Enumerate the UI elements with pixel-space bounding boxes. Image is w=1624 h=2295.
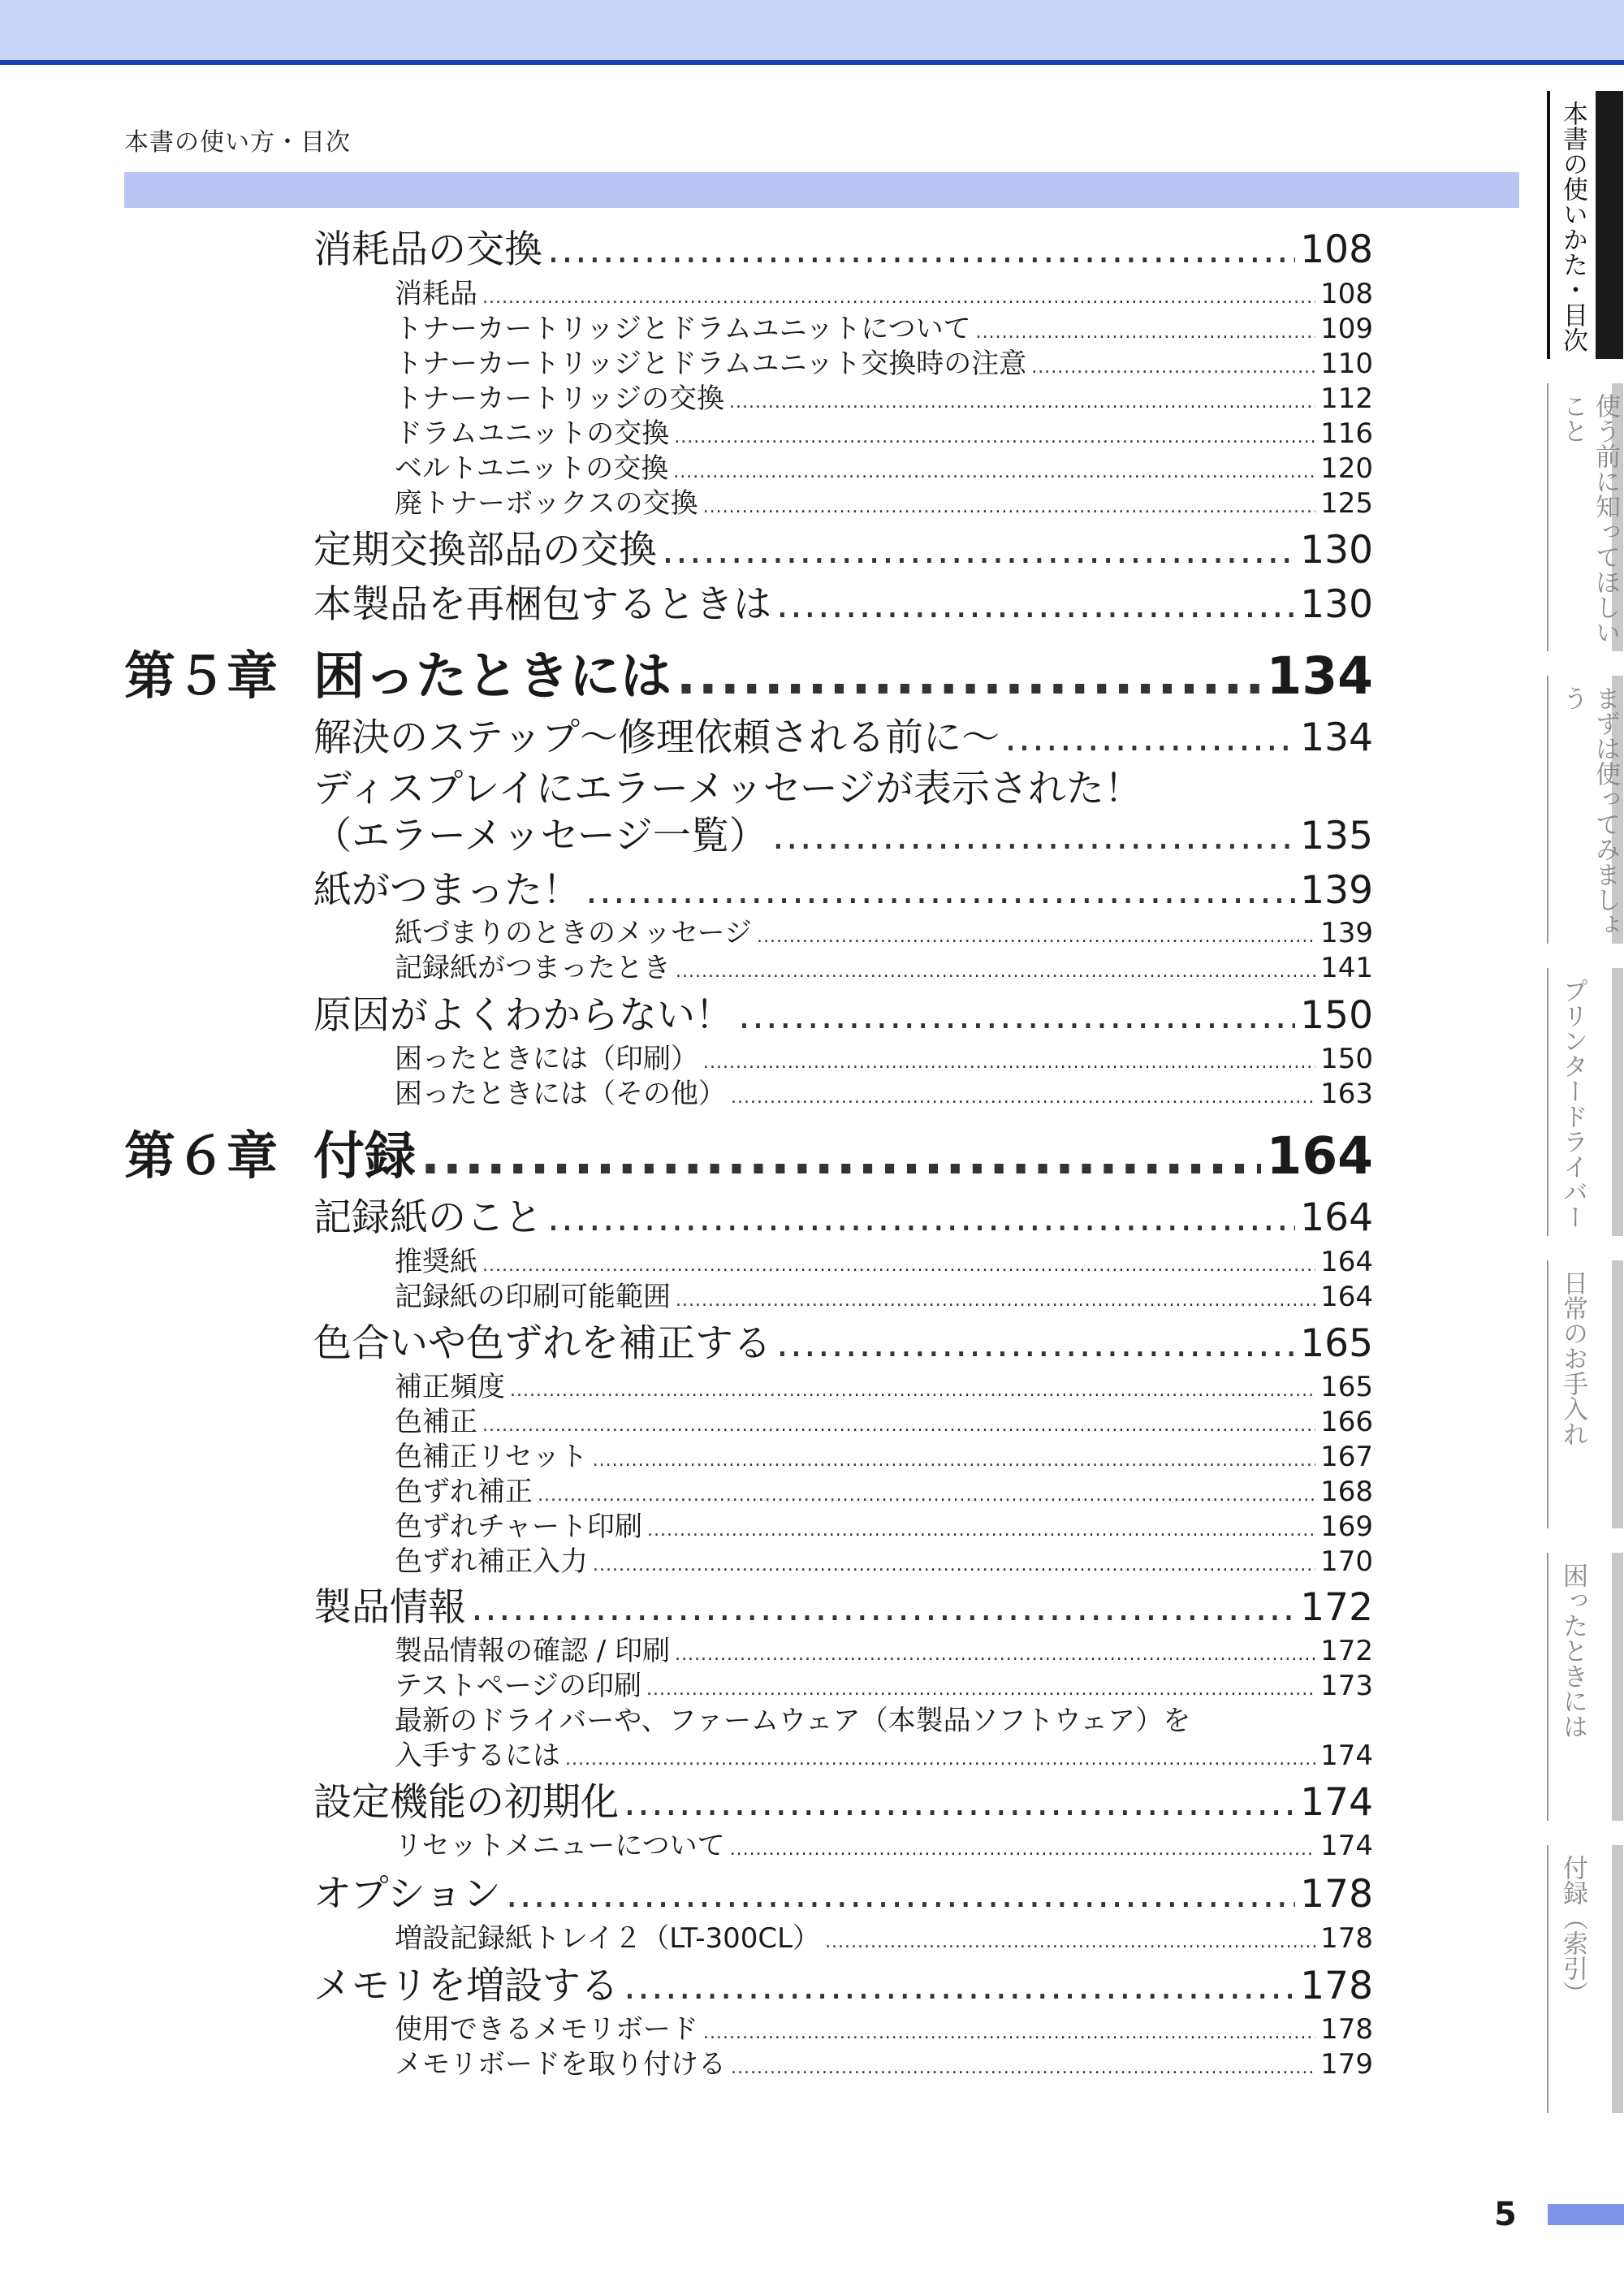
tab-label: 日常のお手入れ bbox=[1558, 1270, 1587, 1446]
toc-subentry[interactable]: リセットメニューについて ..... 174 bbox=[395, 1823, 1373, 1863]
tab-label: 付録（索引） bbox=[1558, 1855, 1587, 2006]
toc-subentry[interactable]: ドラムユニットの交換 ..... 116 bbox=[395, 411, 1373, 451]
tab-troubleshooting[interactable] bbox=[1547, 1553, 1623, 1821]
chapter-number: 第５章 bbox=[124, 646, 278, 706]
tab-indicator bbox=[1612, 1260, 1623, 1528]
toc-entry[interactable]: （エラーメッセージ一覧） ..... 135 bbox=[313, 806, 1373, 860]
toc-subentry[interactable]: テストページの印刷 ..... 173 bbox=[395, 1663, 1373, 1703]
tab-indicator bbox=[1612, 1553, 1623, 1821]
toc-subentry[interactable]: ベルトユニットの交換 ..... 120 bbox=[395, 446, 1373, 486]
tab-indicator bbox=[1596, 91, 1623, 359]
toc-entry[interactable]: 記録紙のこと ..... 164 bbox=[313, 1187, 1373, 1242]
tab-indicator bbox=[1612, 1845, 1623, 2113]
toc-subentry[interactable]: 色ずれ補正入力 ..... 170 bbox=[395, 1539, 1373, 1579]
tab-label: まずは使ってみましょう bbox=[1558, 685, 1620, 937]
chapter-title: 付録 bbox=[313, 1126, 416, 1186]
toc-entry[interactable]: 製品情報 ..... 172 bbox=[313, 1577, 1373, 1632]
toc-subentry[interactable]: トナーカートリッジとドラムユニット交換時の注意 ..... 110 bbox=[395, 341, 1373, 381]
toc-entry[interactable]: 本製品を再梱包するときは ..... 130 bbox=[313, 574, 1373, 629]
toc-subentry[interactable]: 色補正リセット ..... 167 bbox=[395, 1434, 1373, 1474]
toc-subentry[interactable]: メモリボードを取り付ける ..... 179 bbox=[395, 2042, 1373, 2081]
toc-entry[interactable]: 紙がつまった！ ..... 139 bbox=[313, 860, 1373, 914]
tab-contents[interactable] bbox=[1547, 91, 1623, 359]
toc-entry[interactable]: 設定機能の初期化 ..... 174 bbox=[313, 1772, 1373, 1826]
toc-entry[interactable]: 原因がよくわからない！ ..... 150 bbox=[313, 985, 1373, 1039]
toc-subentry[interactable]: 入手するには ..... 174 bbox=[395, 1733, 1373, 1773]
header-bar bbox=[124, 172, 1519, 208]
toc-subentry[interactable]: トナーカートリッジの交換 ..... 112 bbox=[395, 376, 1373, 416]
top-band bbox=[0, 0, 1624, 60]
tab-printer-driver[interactable] bbox=[1547, 968, 1623, 1236]
toc-subentry[interactable]: 製品情報の確認 / 印刷 ..... 172 bbox=[395, 1628, 1373, 1668]
toc-subentry[interactable]: 色補正 ..... 166 bbox=[395, 1399, 1373, 1439]
toc-subentry[interactable]: 補正頻度 ..... 165 bbox=[395, 1364, 1373, 1404]
toc-subentry[interactable]: 消耗品 ..... 108 bbox=[395, 271, 1373, 311]
page-number: 5 bbox=[1494, 2196, 1517, 2233]
tab-getting-started[interactable] bbox=[1547, 676, 1623, 944]
tab-label: 使う前に知ってほしいこと bbox=[1558, 393, 1620, 645]
toc-subentry[interactable]: 推奨紙 ..... 164 bbox=[395, 1239, 1373, 1279]
tab-before-use[interactable] bbox=[1547, 383, 1623, 651]
toc-entry[interactable]: 消耗品の交換 ..... 108 bbox=[313, 219, 1373, 274]
toc-entry[interactable]: オプション ..... 178 bbox=[313, 1864, 1373, 1918]
tab-label: プリンタードライバー bbox=[1558, 978, 1587, 1230]
tab-label: 本書の使いかた・目次 bbox=[1558, 101, 1587, 352]
tab-indicator bbox=[1612, 968, 1623, 1236]
toc-subentry[interactable]: 増設記録紙トレイ２（LT-300CL） ..... 178 bbox=[395, 1916, 1373, 1956]
chapter-title: 困ったときには bbox=[313, 646, 672, 706]
toc-subentry[interactable]: 色ずれチャート印刷 ..... 169 bbox=[395, 1504, 1373, 1544]
toc-subentry[interactable]: 紙づまりのときのメッセージ ..... 139 bbox=[395, 910, 1373, 950]
toc-entry[interactable]: 色合いや色ずれを補正する ..... 165 bbox=[313, 1313, 1373, 1368]
toc-chapter-5[interactable]: 第５章 困ったときには ..... 134 bbox=[124, 635, 1373, 709]
toc-chapter-6[interactable]: 第６章 付録 ..... 164 bbox=[124, 1115, 1373, 1189]
toc-subentry[interactable]: 記録紙の印刷可能範囲 ..... 164 bbox=[395, 1274, 1373, 1314]
page-marker bbox=[1548, 2204, 1624, 2225]
tab-label: 困ったときには bbox=[1558, 1562, 1587, 1739]
toc-subentry[interactable]: 使用できるメモリボード ..... 178 bbox=[395, 2007, 1373, 2046]
toc-subentry[interactable]: 困ったときには（その他） ..... 163 bbox=[395, 1071, 1373, 1111]
toc-subentry[interactable]: 色ずれ補正 ..... 168 bbox=[395, 1469, 1373, 1509]
toc-entry-line1: ディスプレイにエラーメッセージが表示された！ bbox=[313, 767, 1142, 811]
toc-subentry[interactable]: 廃トナーボックスの交換 ..... 125 bbox=[395, 481, 1373, 521]
toc-subentry[interactable]: 記録紙がつまったとき ..... 141 bbox=[395, 945, 1373, 985]
section-header: 本書の使い方・目次 bbox=[124, 128, 351, 157]
toc-entry[interactable]: メモリを増設する ..... 178 bbox=[313, 1956, 1373, 2010]
toc-entry[interactable]: 定期交換部品の交換 ..... 130 bbox=[313, 520, 1373, 574]
tab-maintenance[interactable] bbox=[1547, 1260, 1623, 1528]
toc-subentry-line1: 最新のドライバーや、ファームウェア（本製品ソフトウェア）を bbox=[395, 1705, 1191, 1737]
top-rule bbox=[0, 60, 1624, 65]
tab-appendix[interactable] bbox=[1547, 1845, 1623, 2113]
toc-entry[interactable]: 解決のステップ～修理依頼される前に～ ..... 134 bbox=[313, 707, 1373, 762]
chapter-number: 第６章 bbox=[124, 1126, 278, 1186]
toc-subentry[interactable]: 困ったときには（印刷） ..... 150 bbox=[395, 1036, 1373, 1076]
toc-subentry[interactable]: トナーカートリッジとドラムユニットについて ..... 109 bbox=[395, 306, 1373, 346]
